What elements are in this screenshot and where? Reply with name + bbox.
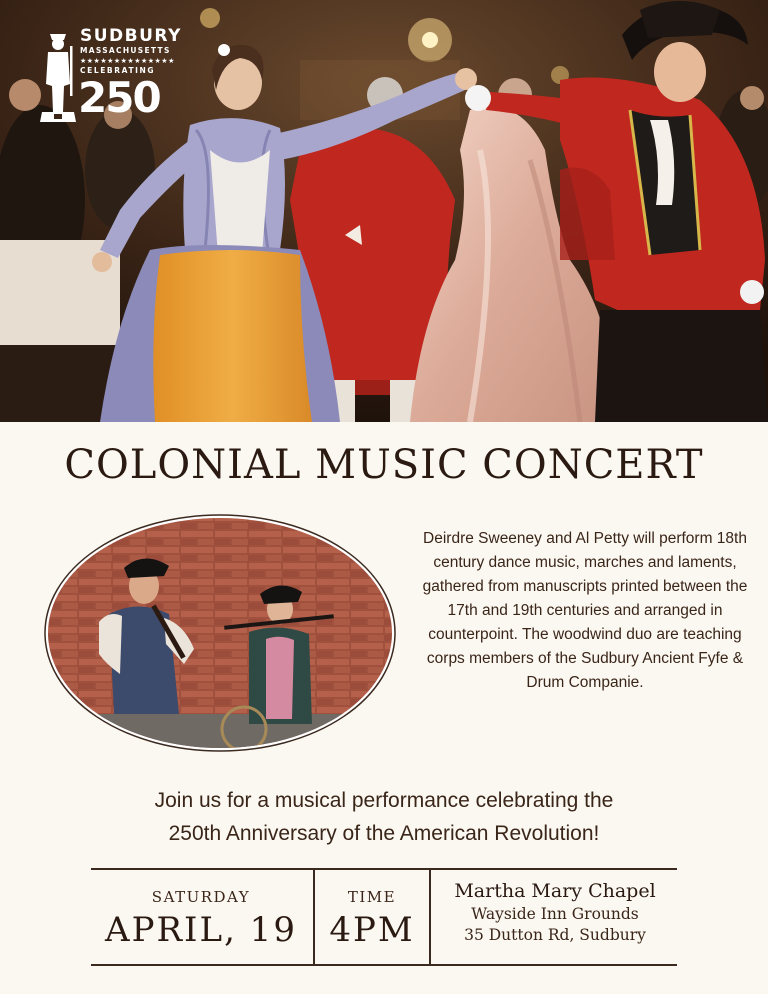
musicians-photo [44, 514, 396, 752]
logo-state-text: MASSACHUSETTS [80, 46, 171, 55]
time-block [313, 870, 431, 964]
sudbury-250-logo [36, 26, 186, 130]
venue-address: 35 Dutton Rd, Sudbury [464, 926, 646, 944]
musicians-image [44, 514, 396, 752]
date-block [91, 870, 311, 964]
event-description: Deirdre Sweeney and Al Petty will perform 18th century dance music, marches and laments, gathered from manuscripts printed between the 17th and 19th centuries and arranged in counterpoint. The woodwind duo are teaching corps members of the Sudbury Ancient Fyfe & Drum Companie. [422, 530, 748, 691]
invitation-line-2: 250th Anniversary of the American Revolution! [168, 822, 600, 845]
venue-name: Martha Mary Chapel [454, 880, 656, 902]
logo-celebrating-text: CELEBRATING [80, 66, 156, 75]
logo-stars: ★★★★★★★★★★★★★★ [80, 58, 175, 65]
page-title: COLONIAL MUSIC CONCERT [64, 442, 704, 488]
event-day: SATURDAY [151, 888, 251, 906]
venue-grounds: Wayside Inn Grounds [471, 905, 639, 923]
logo-number: 250 [78, 73, 160, 122]
location-block [433, 870, 677, 964]
event-date: APRIL, 19 [105, 910, 297, 950]
event-details [91, 868, 677, 966]
invitation-line-1: Join us for a musical performance celebrating the [154, 789, 614, 812]
event-time: 4PM [329, 910, 415, 950]
logo-brand-text: SUDBURY [80, 26, 182, 46]
hero-photo [0, 0, 768, 422]
invitation [40, 784, 728, 850]
minuteman-statue-icon [36, 26, 80, 126]
time-label: TIME [347, 888, 397, 906]
